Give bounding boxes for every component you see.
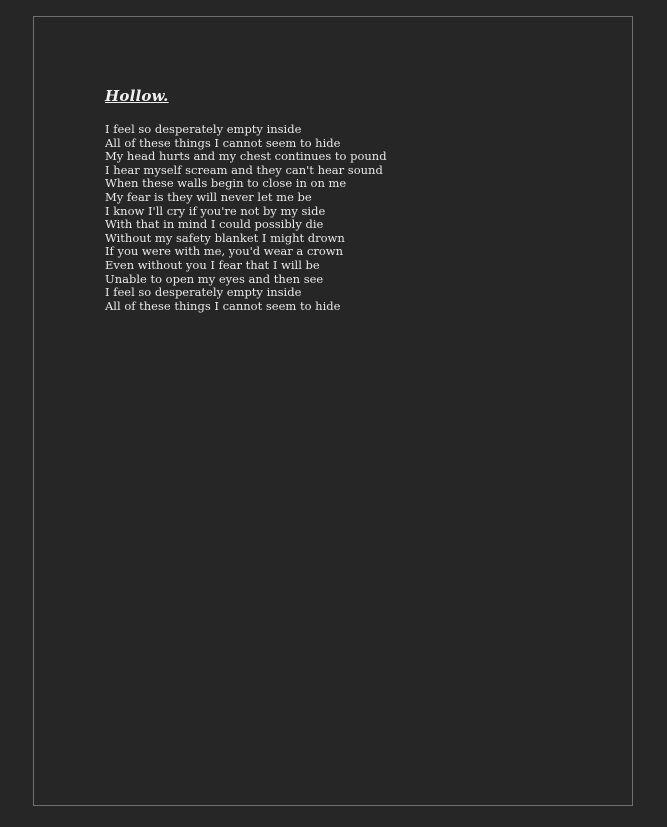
poem-line: If you were with me, you'd wear a crown [105,244,344,259]
poem-line: All of these things I cannot seem to hide [105,298,341,313]
document-page [33,16,633,806]
poem-line: Even without you I fear that I will be [105,257,320,272]
poem-line: When these walls begin to close in on me [105,176,347,191]
poem-body [105,123,585,313]
poem-title: Hollow. [105,87,169,105]
poem-line: Unable to open my eyes and then see [105,271,324,286]
poem-line: With that in mind I could possibly die [105,217,324,232]
poem-line: I know I'll cry if you're not by my side [105,203,326,218]
poem-line: My head hurts and my chest continues to pound [105,149,387,164]
poem-block [105,87,585,313]
poem-line: Without my safety blanket I might drown [105,230,345,245]
poem-line: I hear myself scream and they can't hear sound [105,162,383,177]
poem-line: My fear is they will never let me be [105,189,312,204]
poem-line: I feel so desperately empty inside [105,122,302,136]
poem-line: All of these things I cannot seem to hide [105,135,341,150]
poem-line: I feel so desperately empty inside [105,285,302,300]
